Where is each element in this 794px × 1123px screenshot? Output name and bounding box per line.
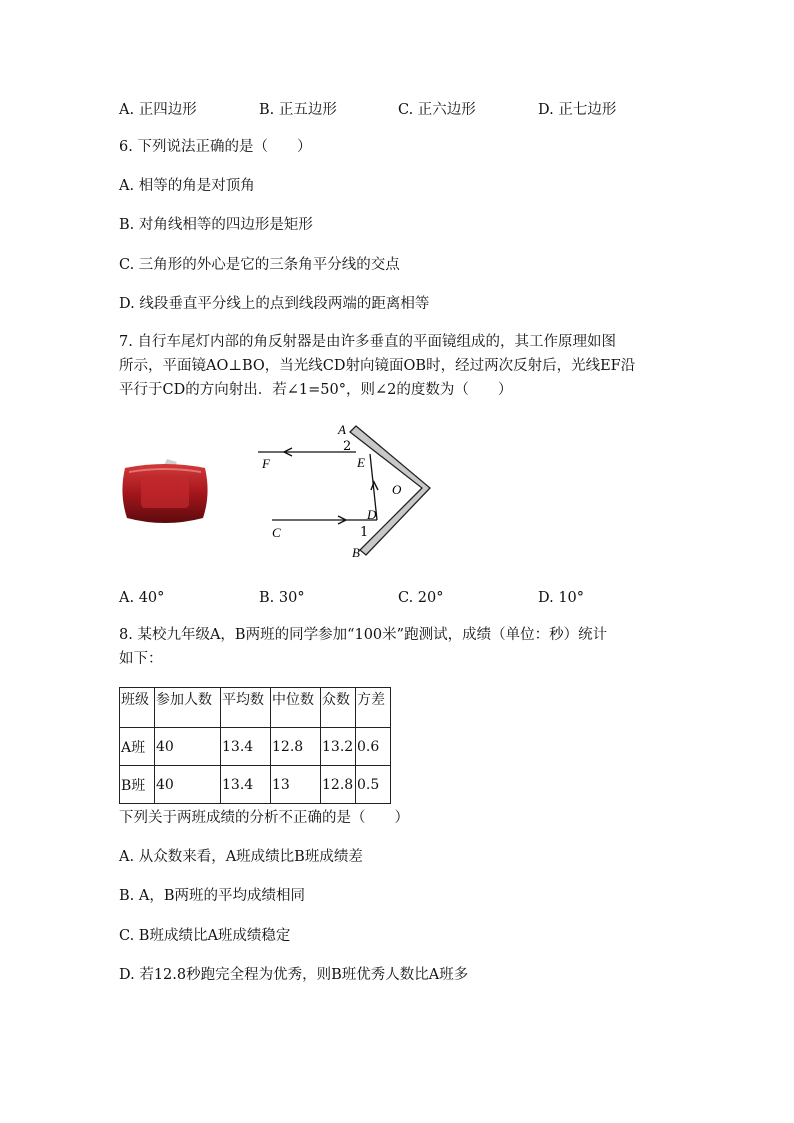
cell-class: A班 <box>120 728 155 766</box>
q6-option-a: A. 相等的角是对顶角 <box>119 178 255 194</box>
header-mean: 平均数 <box>221 688 271 728</box>
q5-option-c: C. 正六边形 <box>398 102 476 118</box>
label-o: O <box>392 482 402 497</box>
table-row <box>120 766 391 804</box>
label-angle1: 1 <box>360 525 369 540</box>
label-angle2: 2 <box>343 439 352 454</box>
reflector-diagram <box>250 420 440 560</box>
q6-option-b: B. 对角线相等的四边形是矩形 <box>119 217 313 233</box>
cell-variance: 0.5 <box>356 766 391 804</box>
q6-option-c: C. 三角形的外心是它的三条角平分线的交点 <box>119 257 400 273</box>
q7-option-b: B. 30° <box>259 590 305 606</box>
label-c: C <box>272 525 281 540</box>
cell-count: 40 <box>155 728 221 766</box>
q7-option-a: A. 40° <box>119 590 165 606</box>
label-d: D <box>367 507 377 522</box>
q8-option-c: C. B班成绩比A班成绩稳定 <box>119 928 291 944</box>
q8-option-b: B. A，B两班的平均成绩相同 <box>119 888 305 904</box>
label-f: F <box>262 456 270 471</box>
q7-option-d: D. 10° <box>538 590 585 606</box>
taillight-photo <box>119 458 211 528</box>
q8-option-d: D. 若12.8秒跑完全程为优秀，则B班优秀人数比A班多 <box>119 967 469 983</box>
q5-option-b: B. 正五边形 <box>259 102 337 118</box>
cell-class: B班 <box>120 766 155 804</box>
cell-mean: 13.4 <box>221 728 271 766</box>
header-class: 班级 <box>120 688 155 728</box>
q7-stem-line1: 7. 自行车尾灯内部的角反射器是由许多垂直的平面镜组成的，其工作原理如图 <box>119 334 616 350</box>
q8-option-a: A. 从众数来看，A班成绩比B班成绩差 <box>119 849 363 865</box>
q5-option-d: D. 正七边形 <box>538 102 617 118</box>
q7-stem-line3: 平行于CD的方向射出．若∠1=50°，则∠2的度数为（ ） <box>119 382 513 398</box>
cell-mode: 12.8 <box>321 766 356 804</box>
cell-median: 12.8 <box>271 728 321 766</box>
q6-stem: 6. 下列说法正确的是（ ） <box>119 139 312 155</box>
table-header-row <box>120 688 391 728</box>
label-e: E <box>357 455 365 470</box>
label-b: B <box>352 545 360 560</box>
cell-mean: 13.4 <box>221 766 271 804</box>
q5-option-a: A. 正四边形 <box>119 102 197 118</box>
header-variance: 方差 <box>356 688 391 728</box>
score-table <box>119 687 391 804</box>
cell-count: 40 <box>155 766 221 804</box>
header-count: 参加人数 <box>155 688 221 728</box>
q7-option-c: C. 20° <box>398 590 444 606</box>
q8-prompt: 下列关于两班成绩的分析不正确的是（ ） <box>119 810 409 826</box>
cell-variance: 0.6 <box>356 728 391 766</box>
header-mode: 众数 <box>321 688 356 728</box>
q8-stem-line2: 如下： <box>119 651 163 667</box>
header-median: 中位数 <box>271 688 321 728</box>
label-a: A <box>338 422 346 437</box>
q8-stem-line1: 8. 某校九年级A，B两班的同学参加“100米”跑测试，成绩（单位：秒）统计 <box>119 627 608 643</box>
q7-stem-line2: 所示，平面镜AO⊥BO，当光线CD射向镜面OB时，经过两次反射后，光线EF沿 <box>119 358 636 374</box>
table-row <box>120 728 391 766</box>
cell-mode: 13.2 <box>321 728 356 766</box>
cell-median: 13 <box>271 766 321 804</box>
q6-option-d: D. 线段垂直平分线上的点到线段两端的距离相等 <box>119 296 430 312</box>
